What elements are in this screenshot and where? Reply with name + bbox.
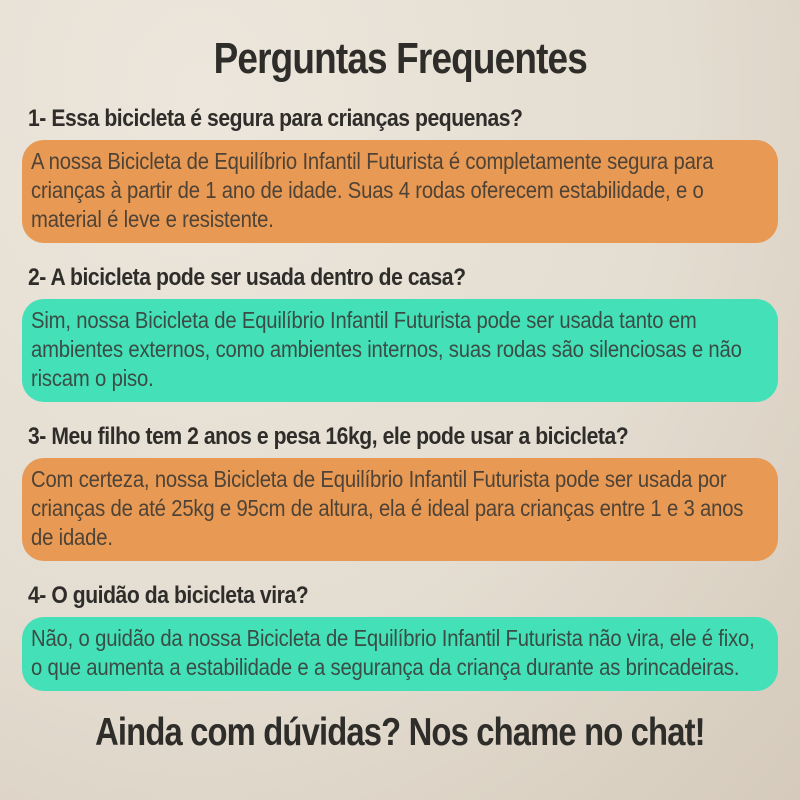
question-2-label: 2- A bicicleta pode ser usada dentro de casa?: [28, 264, 466, 291]
question-text: [28, 582, 772, 610]
answer-4-label: Não, o guidão da nossa Bicicleta de Equilíbrio Infantil Futurista não vira, ele é fixo, o que aumenta a estabilidade e a segurança da criança durante as brincadeiras.: [31, 625, 755, 680]
answer-1-label: A nossa Bicicleta de Equilíbrio Infantil Futurista é completamente segura para crianças à partir de 1 ano de idade. Suas 4 rodas oferecem estabilidade, e o material é leve e resistente.: [31, 148, 714, 232]
faq-item-1: [22, 105, 778, 243]
question-3-label: 3- Meu filho tem 2 anos e pesa 16kg, ele pode usar a bicicleta?: [28, 423, 629, 450]
question-text: [28, 264, 772, 292]
footer-cta: [0, 711, 800, 755]
page-title: [0, 0, 800, 84]
question-4-label: 4- O guidão da bicicleta vira?: [28, 582, 309, 609]
answer-box: [22, 299, 778, 402]
page-title-text: Perguntas Frequentes: [213, 34, 587, 83]
answer-3-label: Com certeza, nossa Bicicleta de Equilíbrio Infantil Futurista pode ser usada por crianças de até 25kg e 95cm de altura, ela é ideal para crianças entre 1 e 3 anos de idade.: [31, 466, 744, 550]
answer-box: [22, 458, 778, 561]
faq-item-3: [22, 423, 778, 561]
faq-item-4: [22, 582, 778, 691]
answer-2-label: Sim, nossa Bicicleta de Equilíbrio Infantil Futurista pode ser usada tanto em ambientes externos, como ambientes internos, suas rodas são silenciosas e não riscam o piso.: [31, 307, 742, 391]
question-text: [28, 423, 772, 451]
faq-list: [22, 105, 778, 691]
faq-item-2: [22, 264, 778, 402]
question-1-label: 1- Essa bicicleta é segura para crianças pequenas?: [28, 105, 523, 132]
question-text: [28, 105, 772, 133]
answer-box: [22, 140, 778, 243]
answer-box: [22, 617, 778, 691]
footer-cta-text: Ainda com dúvidas? Nos chame no chat!: [95, 711, 705, 754]
